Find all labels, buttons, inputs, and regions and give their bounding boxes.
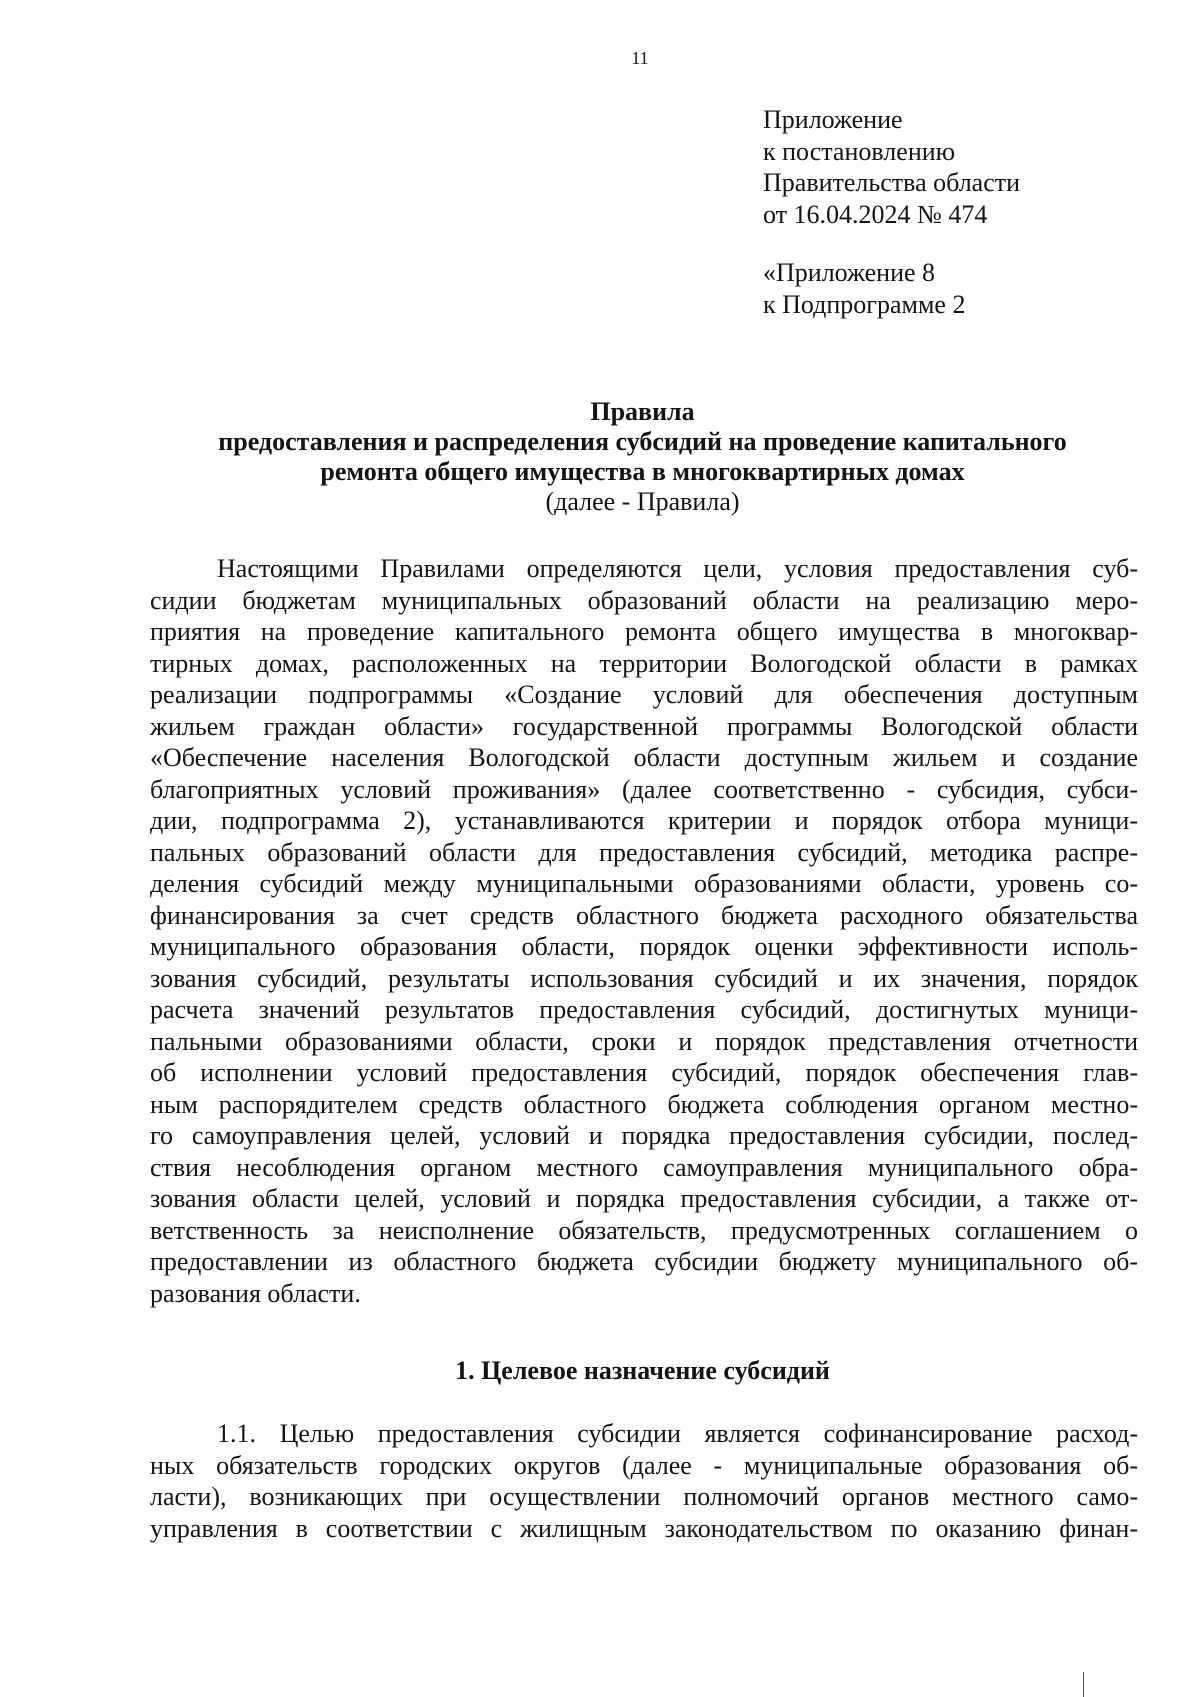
text-line: жильем граждан области» государственной программы Вологодской области <box>150 711 1138 741</box>
approval-line: к Подпрограмме 2 <box>763 289 966 319</box>
text-line: разования области. <box>150 1278 361 1308</box>
text-line: деления субсидий между муниципальными образованиями области, уровень со- <box>150 869 1138 898</box>
text-line: «Обеспечение населения Вологодской области доступным жильем и создание <box>150 743 1138 772</box>
text-line: муниципального образования области, порядок оценки эффективности исполь- <box>150 932 1138 961</box>
section-paragraph <box>150 1418 1138 1544</box>
text-line: ных обязательств городских округов (далее - муниципальные образования об- <box>150 1450 1138 1480</box>
section-heading: 1. Целевое назначение субсидий <box>455 1356 830 1385</box>
title-line: Правила <box>590 397 695 426</box>
text-line: зования субсидий, результаты использования субсидий и их значения, порядок <box>150 963 1138 993</box>
page-number: 11 <box>631 48 649 68</box>
scan-margin-mark <box>1083 1672 1084 1697</box>
text-line: пальных образований области для предоставления субсидий, методика распре- <box>150 837 1138 867</box>
text-line: Настоящими Правилами определяются цели, условия предоставления суб- <box>217 554 1138 583</box>
approval-block-resolution <box>763 104 1020 230</box>
text-line: сидии бюджетам муниципальных образований области на реализацию меро- <box>150 585 1138 615</box>
document-title <box>150 397 1135 517</box>
text-line: финансирования за счет средств областного бюджета расходного обязательства <box>150 900 1138 930</box>
title-line: ремонта общего имущества в многоквартирных домах <box>320 457 965 486</box>
text-line: пальными образованиями области, сроки и порядок представления отчетности <box>150 1026 1138 1056</box>
text-line: зования области целей, условий и порядка предоставления субсидии, а также от- <box>150 1184 1138 1213</box>
title-line: предоставления и распределения субсидий на проведение капитального <box>218 427 1067 456</box>
approval-line: к постановлению <box>763 136 956 166</box>
text-line: реализации подпрограммы «Создание условий для обеспечения доступным <box>150 680 1138 709</box>
text-line: ным распорядителем средств областного бюджета соблюдения органом местно- <box>150 1089 1138 1119</box>
approval-line: от 16.04.2024 № 474 <box>763 199 988 229</box>
approval-line: Приложение <box>763 105 903 134</box>
approval-block-appendix <box>763 257 1020 320</box>
text-line: благоприятных условий проживания» (далее соответственно - субсидия, субси- <box>150 774 1138 804</box>
text-line: дии, подпрограмма 2), устанавливаются критерии и порядок отбора муници- <box>150 806 1138 835</box>
text-line: об исполнении условий предоставления субсидий, порядок обеспечения глав- <box>150 1058 1138 1087</box>
text-line: ласти), возникающих при осуществлении полномочий органов местного само- <box>150 1482 1138 1511</box>
text-line: ветственность за неисполнение обязательств, предусмотренных соглашением о <box>150 1215 1138 1245</box>
text-line: ствия несоблюдения органом местного самоуправления муниципального обра- <box>150 1152 1138 1182</box>
text-line: приятия на проведение капитального ремонта общего имущества в многоквар- <box>150 617 1138 646</box>
text-line: расчета значений результатов предоставления субсидий, достигнутых муници- <box>150 995 1138 1024</box>
text-line: го самоуправления целей, условий и порядка предоставления субсидии, послед- <box>150 1121 1138 1150</box>
approval-line: Правительства области <box>763 168 1021 197</box>
text-line: тирных домах, расположенных на территории Вологодской области в рамках <box>150 648 1138 678</box>
intro-paragraph <box>150 553 1138 1309</box>
title-subtitle: (далее - Правила) <box>545 487 740 516</box>
approval-line: «Приложение 8 <box>763 258 936 287</box>
approval-stamp <box>763 104 1020 320</box>
text-line: 1.1. Целью предоставления субсидии является софинансирование расход- <box>217 1419 1138 1448</box>
text-line: предоставлении из областного бюджета субсидии бюджету муниципального об- <box>150 1247 1138 1276</box>
text-line: управления в соответствии с жилищным законодательством по оказанию финан- <box>150 1513 1138 1543</box>
